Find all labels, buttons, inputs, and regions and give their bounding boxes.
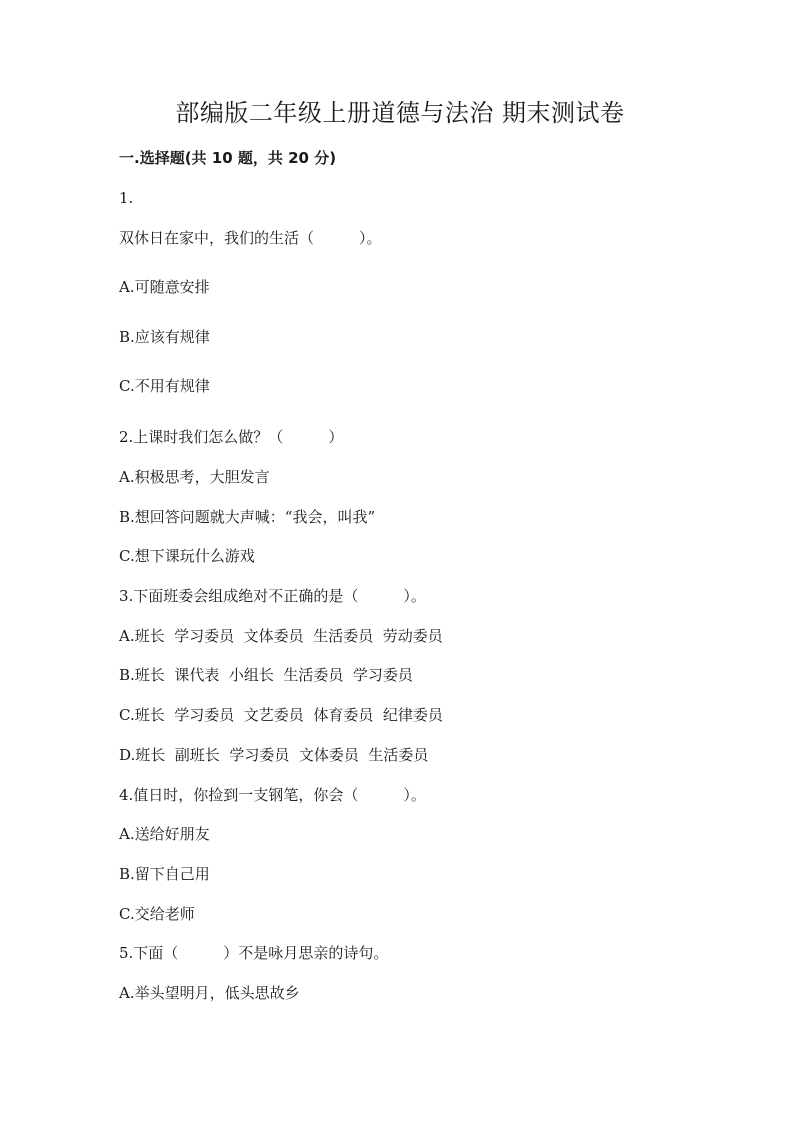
- question-2-option-b: B.想回答问题就大声喊：“我会，叫我”: [119, 508, 376, 526]
- question-3-stem: 3.下面班委会组成绝对不正确的是（ ）。: [119, 587, 426, 605]
- question-1-option-c: C.不用有规律: [119, 377, 210, 395]
- question-3-option-d: D.班长 副班长 学习委员 文体委员 生活委员: [119, 746, 429, 764]
- question-1-stem: 双休日在家中，我们的生活（ ）。: [119, 229, 382, 247]
- document-title: 部编版二年级上册道德与法治 期末测试卷: [175, 99, 625, 127]
- question-1-option-b: B.应该有规律: [119, 328, 210, 346]
- question-3-option-a: A.班长 学习委员 文体委员 生活委员 劳动委员: [119, 627, 443, 645]
- question-2-option-a: A.积极思考，大胆发言: [119, 468, 270, 486]
- question-1-number: 1.: [119, 189, 134, 207]
- question-4-option-a: A.送给好朋友: [119, 825, 210, 843]
- question-4-stem: 4.值日时，你捡到一支钢笔，你会（ ）。: [119, 786, 426, 804]
- question-3-option-c: C.班长 学习委员 文艺委员 体育委员 纪律委员: [119, 706, 443, 724]
- question-3-option-b: B.班长 课代表 小组长 生活委员 学习委员: [119, 666, 413, 684]
- question-5-stem: 5.下面（ ）不是咏月思亲的诗句。: [119, 944, 389, 962]
- question-2-stem: 2.上课时我们怎么做？（ ）: [119, 428, 344, 446]
- question-1-option-a: A.可随意安排: [119, 278, 210, 296]
- question-5-option-a: A.举头望明月，低头思故乡: [119, 984, 300, 1002]
- question-2-option-c: C.想下课玩什么游戏: [119, 547, 255, 565]
- section-heading: 一.选择题(共 10 题，共 20 分): [119, 149, 337, 167]
- question-4-option-c: C.交给老师: [119, 905, 195, 923]
- question-4-option-b: B.留下自己用: [119, 865, 210, 883]
